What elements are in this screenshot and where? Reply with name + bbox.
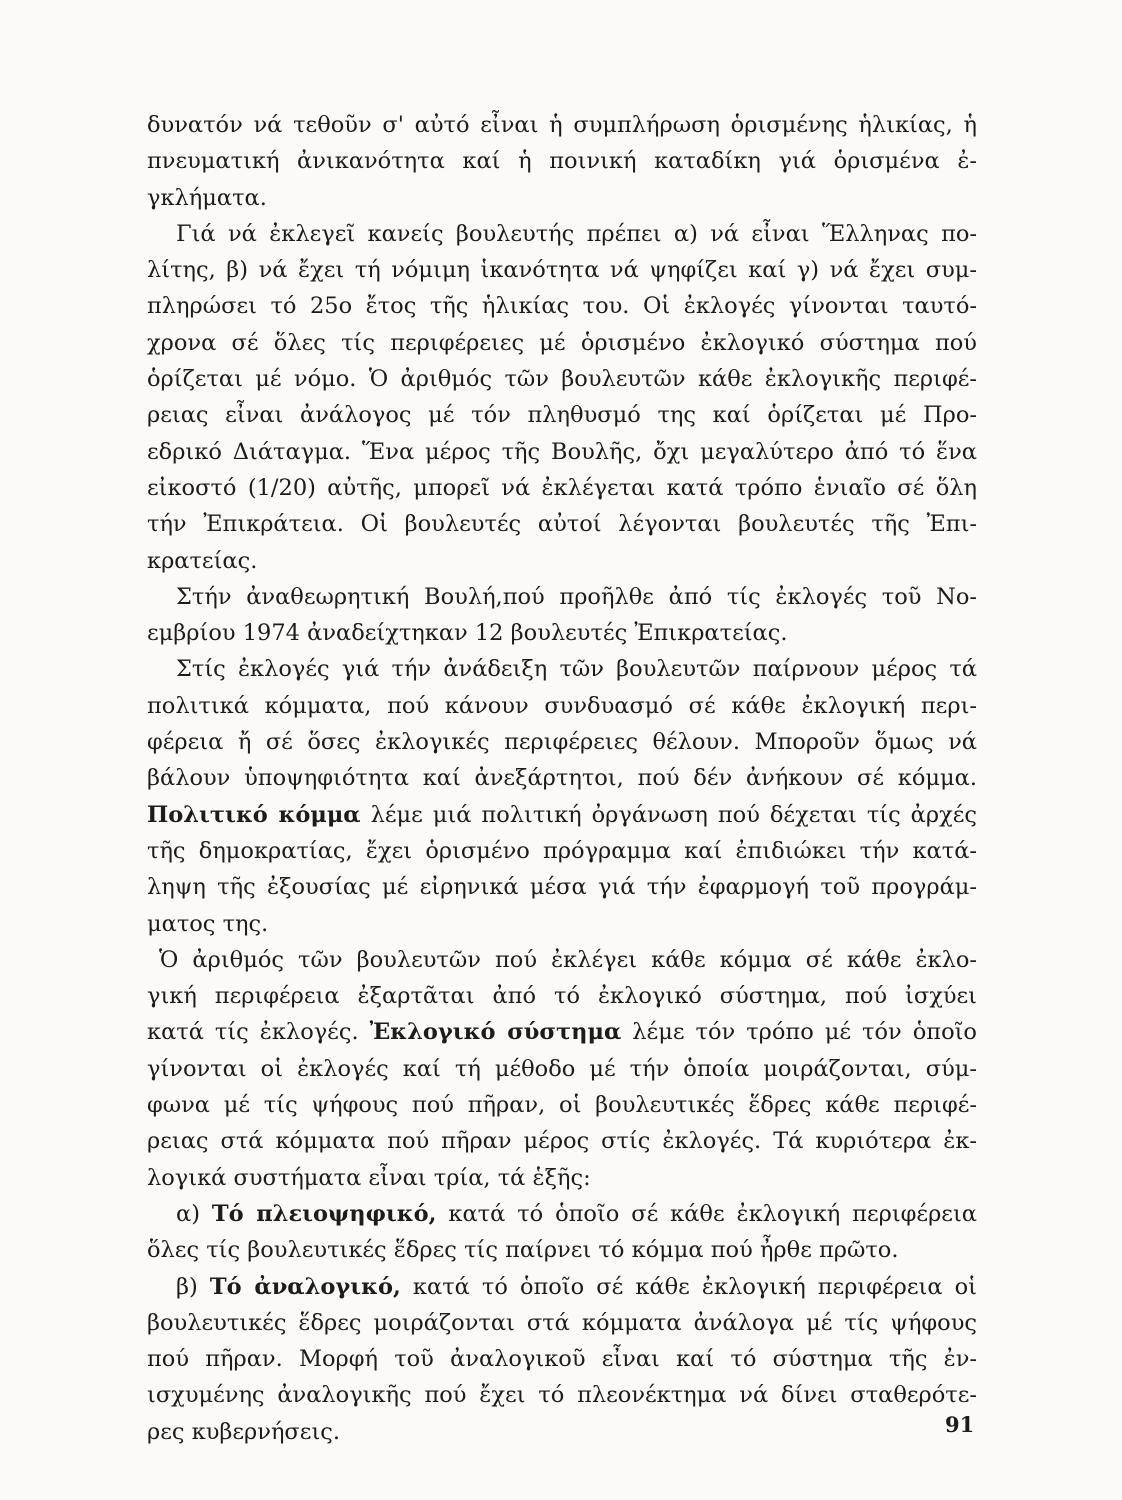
text-segment: πληρώσει τό 25ο ἔτος τῆς ἡλικίας του. Οἱ ἐκλογές γίνονται ταυτό- [147,293,977,320]
text-line [147,543,977,579]
text-line [147,325,977,361]
text-line [147,361,977,397]
text-segment: λέμε τόν τρόπο μέ τόν ὁποῖο [621,1019,977,1046]
text-segment: ὁρίζεται μέ νόμο. Ὁ ἀριθμός τῶν βουλευτῶν κάθε ἐκλογικῆς περιφέ- [147,366,977,393]
text-line [147,1196,977,1232]
text-line [147,1051,977,1087]
text-segment: δυνατόν νά τεθοῦν σ' αὐτό εἶναι ἡ συμπλήρωση ὁρισμένης ἡλικίας, ἡ [147,112,977,138]
page-number: 91 [945,1412,975,1437]
text-segment: β) [176,1273,210,1300]
text-line [147,942,977,978]
text-segment: γίνονται οἱ ἐκλογές καί τή μέθοδο μέ τήν ὁποία μοιράζονται, σύμ- [147,1055,977,1082]
text-segment: Ὁ ἀριθμός τῶν βουλευτῶν πού ἐκλέγει κάθε κόμμα σέ κάθε ἐκλο- [159,946,977,973]
text-segment: κατά τίς ἐκλογές. [147,1019,370,1046]
text-segment: λέμε μιά πολιτική ὀργάνωση πού δέχεται τίς ἀρχές [360,801,977,828]
text-line [147,1305,977,1341]
text-segment: βάλουν ὑποψηφιότητα καί ἀνεξάρτητοι, πού δέν ἀνήκουν σέ κόμμα. [147,765,977,792]
text-segment: χρονα σέ ὅλες τίς περιφέρειες μέ ὁρισμένο ἐκλογικό σύστημα πού [147,329,977,356]
text-line [147,434,977,470]
text-line [147,1087,977,1123]
bold-term: Τό πλειοψηφικό, [211,1200,437,1227]
text-segment: Στίς ἐκλογές γιά τήν ἀνάδειξη τῶν βουλευτῶν παίρνουν μέρος τά [176,656,977,683]
text-line [147,1123,977,1159]
text-line [147,760,977,796]
text-line [147,615,977,651]
text-segment: κατά τό ὁποῖο σέ κάθε ἐκλογική περιφέρεια οἱ [400,1273,977,1300]
text-line [147,288,977,324]
text-segment: ματος της. [147,910,269,937]
text-line [147,1414,977,1450]
text-line [147,797,977,833]
text-segment: πού πῆραν. Μορφή τοῦ ἀναλογικοῦ εἶναι καί τό σύστημα τῆς ἐν- [147,1346,977,1373]
text-segment: εδρικό Διάταγμα. Ἕνα μέρος τῆς Βουλῆς, ὄχι μεγαλύτερο ἀπό τό ἕνα [147,438,977,465]
text-segment: φέρεια ἤ σέ ὅσες ἐκλογικές περιφέρειες θέλουν. Μποροῦν ὅμως νά [147,729,977,756]
text-line [147,1014,977,1050]
text-segment: Στήν ἀναθεωρητική Βουλή,πού προῆλθε ἀπό τίς ἐκλογές τοῦ Νο- [176,583,977,610]
text-segment: κατά τό ὁποῖο σέ κάθε ἐκλογική περιφέρεια [436,1200,977,1227]
text-segment: λίτης, β) νά ἔχει τή νόμιμη ἱκανότητα νά ψηφίζει καί γ) νά ἔχει συμ- [147,257,977,284]
text-segment: Γιά νά ἐκλεγεῖ κανείς βουλευτής πρέπει α) νά εἶναι Ἕλληνας πο- [176,220,977,247]
text-line [147,1341,977,1377]
text-line [147,688,977,724]
text-segment: εἰκοστό (1/20) αὐτῆς, μπορεῖ νά ἐκλέγεται κατά τρόπο ἑνιαῖο σέ ὅλη [147,474,977,501]
text-segment: α) [176,1200,212,1227]
text-line [147,906,977,942]
text-line [147,1232,977,1268]
body-text [147,107,977,1450]
text-segment: πολιτικά κόμματα, πού κάνουν συνδυασμό σέ κάθε ἐκλογική περι- [147,692,977,719]
text-segment: φωνα μέ τίς ψήφους πού πῆραν, οἱ βουλευτικές ἕδρες κάθε περιφέ- [147,1092,977,1119]
text-segment: τήν Ἐπικράτεια. Οἱ βουλευτές αὐτοί λέγονται βουλευτές τῆς Ἐπι- [147,511,977,538]
text-line [147,651,977,687]
text-line [147,724,977,760]
text-segment: πνευματική ἀνικανότητα καί ἡ ποινική καταδίκη γιά ὁρισμένα ἐ- [147,148,977,175]
bold-term: Τό ἀναλογικό, [209,1273,401,1300]
text-line [147,216,977,252]
text-segment: λογικά συστήματα εἶναι τρία, τά ἑξῆς: [147,1164,591,1191]
text-line [147,1377,977,1413]
text-line [147,1269,977,1305]
text-line [147,869,977,905]
text-line [147,833,977,869]
text-segment: βουλευτικές ἕδρες μοιράζονται στά κόμματα ἀνάλογα μέ τίς ψήφους [147,1309,977,1336]
text-line [147,143,977,179]
text-segment: ρες κυβερνήσεις. [147,1418,341,1445]
text-segment: τῆς δημοκρατίας, ἔχει ὁρισμένο πρόγραμμα καί ἐπιδιώκει τήν κατά- [147,837,977,864]
text-line [147,397,977,433]
bold-term: Πολιτικό κόμμα [147,801,361,828]
text-line [147,978,977,1014]
text-segment: ληψη τῆς ἐξουσίας μέ εἰρηνικά μέσα γιά τήν ἐφαρμογή τοῦ προγράμ- [147,874,977,901]
text-line [147,506,977,542]
text-segment: ρειας εἶναι ἀνάλογος μέ τόν πληθυσμό της καί ὁρίζεται μέ Προ- [147,402,977,429]
text-segment: ρειας στά κόμματα πού πῆραν μέρος στίς ἐκλογές. Τά κυριότερα ἐκ- [147,1128,977,1155]
text-segment: ὅλες τίς βουλευτικές ἕδρες τίς παίρνει τό κόμμα πού ἦρθε πρῶτο. [147,1237,899,1264]
text-line [147,107,977,143]
text-segment: κρατείας. [147,547,258,574]
text-line [147,252,977,288]
text-segment: γκλήματα. [147,184,267,211]
text-line [147,470,977,506]
text-line [147,579,977,615]
bold-term: Ἐκλογικό σύστημα [369,1019,622,1046]
text-line [147,1160,977,1196]
text-segment: ισχυμένης ἀναλογικῆς πού ἔχει τό πλεονέκτημα νά δίνει σταθερότε- [147,1382,977,1409]
text-line [147,180,977,216]
text-segment: γική περιφέρεια ἐξαρτᾶται ἀπό τό ἐκλογικό σύστημα, πού ἰσχύει [147,983,977,1010]
text-segment: εμβρίου 1974 ἀναδείχτηκαν 12 βουλευτές Ἐπικρατείας. [147,620,788,647]
